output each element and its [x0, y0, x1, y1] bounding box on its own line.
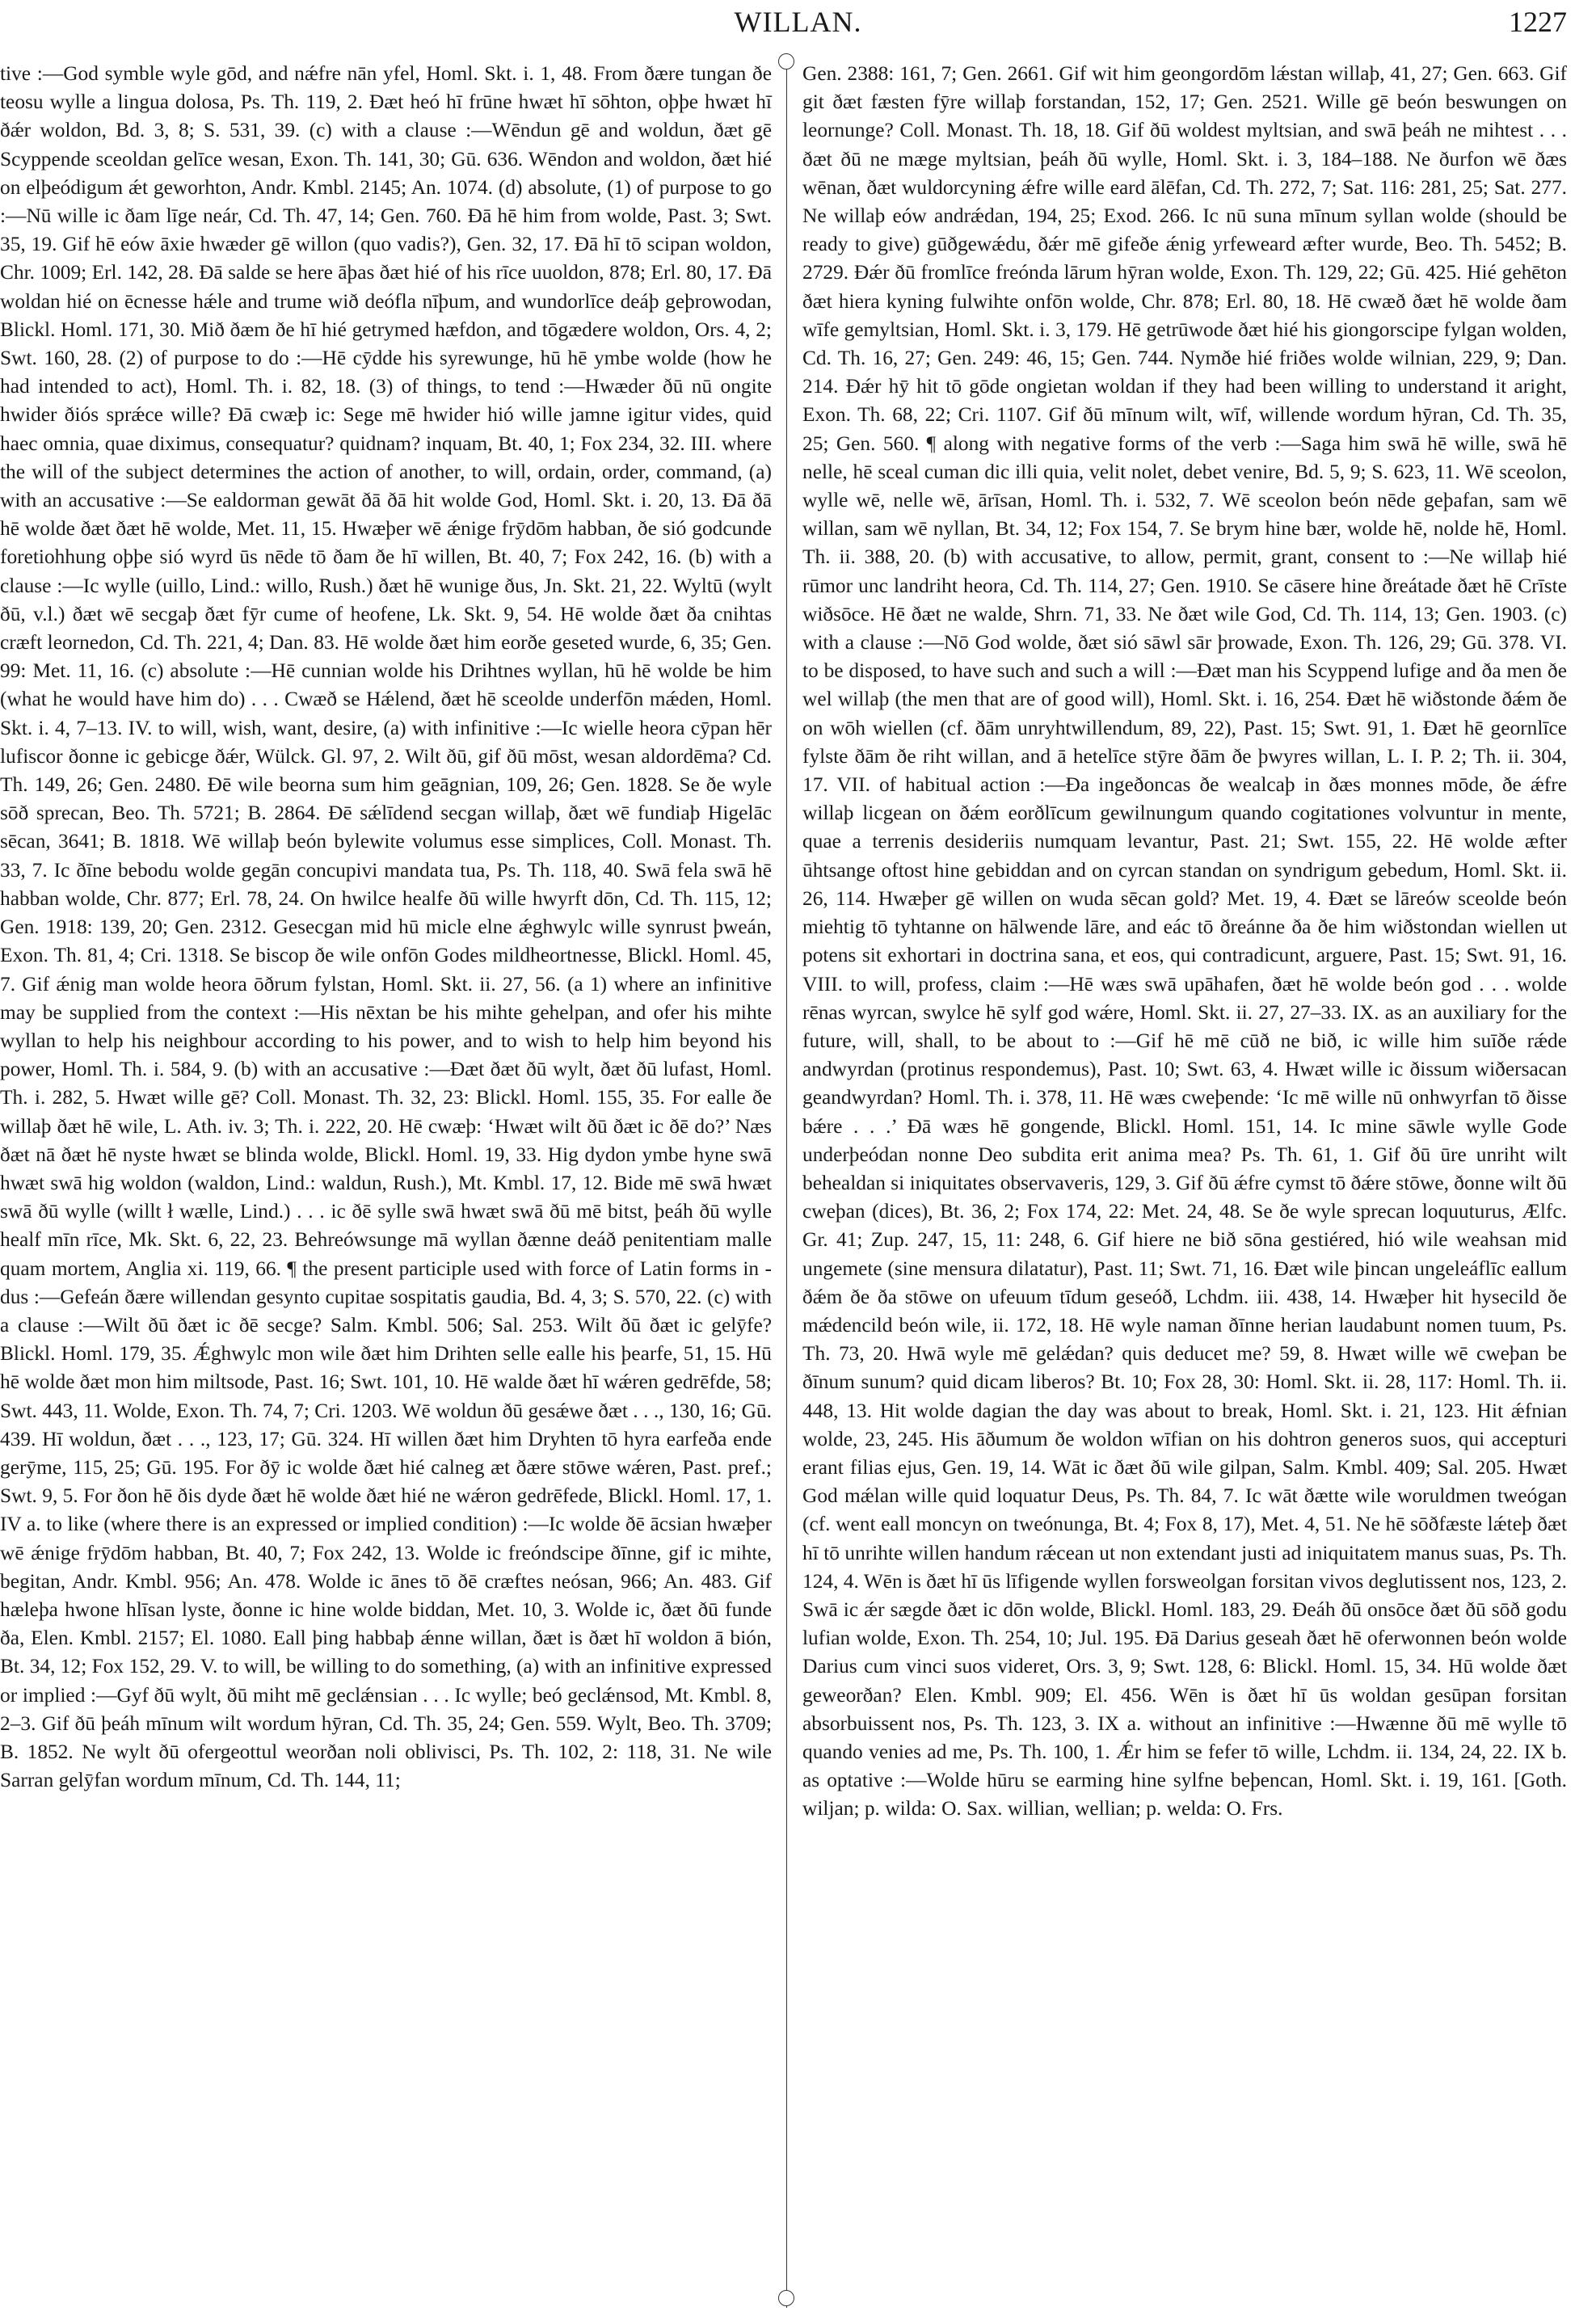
right-column-text: Gen. 2388: 161, 7; Gen. 2661. Gif wit him geongordōm lǽstan willaþ, 41, 27; Gen. 663. Gif git ðæt fæsten fȳre willaþ forstandan, 152, 17; Gen. 2521. Wille gē beón beswungen on leornunge? Coll. Monast. Th. 18, 18. Gif ðū woldest myltsian, and swā þeáh ne mihtest . . . ðæt ðū ne mæge myltsian, þeáh ðū wylle, Homl. Skt. i. 3, 184–188. Ne ðurfon wē ðæs wēnan, ðæt wuldorcyning ǽfre wille eard ālēfan, Cd. Th. 272, 7; Sat. 116: 281, 25; Sat. 277. Ne willaþ eów andrǽdan, 194, 25; Exod. 266. Ic nū suna mīnum syllan wolde (should be ready to give) gūðgewǽdu, ðǽr mē gifeðe ǽnig yrfeweard æfter wurde, Beo. Th. 5452; B. 2729. Ðǽr ðū fromlīce freónda lārum hȳran wolde, Exon. Th. 129, 22; Gū. 425. Hié gehēton ðæt hiera kyning fulwihte onfōn wolde, Chr. 878; Erl. 80, 18. Hē cwæð ðæt hē wolde ðam wīfe gemyltsian, Homl. Skt. i. 3, 179. Hē getrūwode ðæt hié his giongorscipe fylgan wolden, Cd. Th. 16, 27; Gen. 249: 46, 15; Gen. 744. Nymðe hié friðes wolde wilnian, 229, 9; Dan. 214. Ðǽr hȳ hit tō gōde ongietan woldan if they had been willing to understand it aright, Exon. Th. 68, 22; Cri. 1107. Gif ðū mīnum wilt, wīf, willende wordum hȳran, Cd. Th. 35, 25; Gen. 560. ¶ along with negative forms of the verb :—Saga him swā hē wille, swā hē nelle, hē sceal cuman dic illi quia, velit nolet, debet venire, Bd. 5, 9; S. 623, 11. Wē sceolon, wylle wē, nelle wē, ārīsan, Homl. Th. i. 532, 7. Wē sceolon beón nēde geþafan, sam wē willan, sam wē nyllan, Bt. 34, 12; Fox 154, 7. Se brym hine bær, wolde hē, nolde hē, Homl. Th. ii. 388, 20. (b) with accusative, to allow, permit, grant, consent to :—Ne willaþ hié rūmor unc landriht heora, Cd. Th. 114, 27; Gen. 1910. Se cāsere hine ðreátade ðæt hē Crīste wiðsōce. Hē ðæt ne walde, Shrn. 71, 33. Ne ðæt wile God, Cd. Th. 114, 13; Gen. 1903. (c) with a clause :—Nō God wolde, ðæt sió sāwl sār þrowade, Exon. Th. 126, 29; Gū. 378. VI. to be disposed, to have such and such a will :—Ðæt man his Scyppend lufige and ða men ðe wel willaþ (the men that are of good will), Homl. Skt. i. 16, 254. Ðæt hē wiðstonde ðǽm ðe on wōh wiellen (cf. ðām unryhtwillendum, 89, 22), Past. 15; Swt. 91, 1. Ðæt hē geornlīce fylste ðām ðe riht willan, and ā hetelīce stȳre ðām ðe þwyres willan, L. I. P. 2; Th. ii. 304, 17. VII. of habitual action :—Ða ingeðoncas ðe wealcaþ in ðæs monnes mōde, ðe ǽfre willaþ licgean on ðǽm eorðlīcum gewilnungum quando cogitationes volvuntur in mente, quae a terrenis desideriis numquam levantur, Past. 21; Swt. 155, 22. Hē wolde æfter ūhtsange oftost hine gebiddan and on cyrcan standan on syndrigum gebedum, Homl. Skt. ii. 26, 114. Hwæþer gē willen on wuda sēcan gold? Met. 19, 4. Ðæt se lāreów sceolde beón miehtig tō tyhtanne on hālwende lāre, and eác tō ðreánne ða ðe him wiðstondan wiellen ut potens sit exhortari in doctrina sana, et eos, qui contradicunt, arguere, Past. 15; Swt. 91, 16. VIII. to will, profess, claim :—Hē wæs swā upāhafen, ðæt hē wolde beón god . . . wolde rēnas wyrcan, swylce hē sylf god wǽre, Homl. Skt. ii. 27, 27–33. IX. as an auxiliary for the future, will, shall, to be about to :—Gif hē mē cūð ne bið, ic wille him suīðe rǽde andwyrdan (protinus respondemus), Past. 10; Swt. 63, 4. Hwæt wille ic ðissum wiðersacan geandwyrdan? Homl. Th. i. 378, 11. Hē wæs cweþende: ‘Ic mē wille nū onhwyrfan tō ðisse bǽre . . .’ Ðā wæs hē gongende, Blickl. Homl. 151, 14. Ic mine sāwle wylle Gode underþeódan nonne Deo subdita erit anima mea? Ps. Th. 61, 1. Gif ðū ūre unriht wilt behealdan si iniquitates observaveris, 129, 3. Gif ðū ǽfre cymst tō ðǽre stōwe, ðonne wilt ðū cweþan (dices), Bt. 36, 2; Fox 174, 22: Met. 24, 48. Se ðe wyle sprecan loquuturus, Ælfc. Gr. 41; Zup. 247, 15, 11: 248, 6. Gif hiere ne bið sōna gestiéred, hió wile weahsan mid ungemete (sine mensura dilatatur), Past. 11; Swt. 71, 16. Ðæt wile þincan ungeleáflīc eallum ðǽm ðe ða stōwe on ufeuum tīdum geseóð, Lchdm. iii. 438, 14. Hwæþer hit hysecild ðe mǽdencild beón wile, ii. 172, 18. Hē wyle naman ðīnne herian laudabunt nomen tuum, Ps. Th. 73, 20. Hwā wyle mē gelǽdan? quis deducet me? 59, 8. Hwæt wille wē cweþan be ðīnum sunum? quid dicam liberos? Bt. 10; Fox 28, 30: Homl. Skt. ii. 28, 117: Homl. Th. ii. 448, 13. Hit wolde dagian the day was about to break, Homl. Skt. i. 21, 123. Hit ǽfnian wolde, 23, 245. His āðumum ðe woldon wīfian on his dohtron generos suos, qui accepturi erant filias ejus, Gen. 19, 14. Wāt ic ðæt ðū wile gilpan, Salm. Kmbl. 409; Sal. 205. Hwæt God mǽlan wille quid loquatur Deus, Ps. Th. 84, 7. Ic wāt ðætte wile woruldmen tweógan (cf. went eall moncyn on tweónunga, Bt. 4; Fox 8, 17), Met. 4, 51. Ne hē sōðfæste lǽteþ ðæt hī tō unrihte willen handum rǽcean ut non extendant justi ad iniquitatem manus suas, Ps. Th. 124, 4. Wēn is ðæt hī ūs līfigende wyllen forsweolgan forsitan vivos deglutissent nos, 123, 2. Swā ic ǽr sægde ðæt ic dōn wolde, Blickl. Homl. 183, 29. Ðeáh ðū onsōce ðæt ðū sōð godu lufian wolde, Exon. Th. 254, 10; Jul. 195. Ðā Darius geseah ðæt hē oferwonnen beón wolde Darius cum vinci suos videret, Ors. 3, 9; Swt. 128, 6: Blickl. Homl. 15, 34. Hū wolde ðæt geweorðan? Elen. Kmbl. 909; El. 456. Wēn is ðæt hī ūs woldan gesūpan forsitan absorbuissent nos, Ps. Th. 123, 3. IX a. without an infinitive :—Hwænne ðū mē wylle tō quando venies ad me, Ps. Th. 100, 1. Ǽr him se fefer tō wille, Lchdm. ii. 134, 24, 22. IX b. as optative :—Wolde hūru se earming hine sylfne beþencan, Homl. Skt. i. 19, 161. [Goth. wiljan; p. wilda: O. Sax. willian, wellian; p. welda: O. Frs. — [802, 62, 1567, 1821]
running-head: WILLAN. — [734, 6, 862, 38]
divider-top-ornament — [778, 53, 794, 69]
page-header — [0, 0, 1596, 48]
column-divider — [786, 61, 787, 2308]
left-column-text: tive :—God symble wyle gōd, and nǽfre nān yfel, Homl. Skt. i. 1, 48. From ðære tungan ðe teosu wylle a lingua dolosa, Ps. Th. 119, 2. Ðæt heó hī frūne hwæt hī sōhton, oþþe hwæt hī ðǽr woldon, Bd. 3, 8; S. 531, 39. (c) with a clause :—Wēndun gē and woldun, ðæt gē Scyppende sceoldan gelīce wesan, Exon. Th. 141, 30; Gū. 636. Wēndon and woldon, ðæt hié on elþeódigum ǽt geworhton, Andr. Kmbl. 2145; An. 1074. (d) absolute, (1) of purpose to go :—Nū wille ic ðam līge neár, Cd. Th. 47, 14; Gen. 760. Ðā hē him from wolde, Past. 3; Swt. 35, 19. Gif hē eów āxie hwæder gē willon (quo vadis?), Gen. 32, 17. Ðā hī tō scipan woldon, Chr. 1009; Erl. 142, 28. Ðā salde se here āþas ðæt hié of his rīce uuoldon, 878; Erl. 80, 17. Ðā woldan hié on ēcnesse hǽle and trume wið deófla nīþum, and wundorlīce deáþ geþrowodan, Blickl. Homl. 171, 30. Mið ðæm ðe hī hié getrymed hæfdon, and tōgædere woldon, Ors. 4, 2; Swt. 160, 28. (2) of purpose to do :—Hē cȳdde his syrewunge, hū hē ymbe wolde (how he had intended to act), Homl. Th. i. 82, 18. (3) of things, to tend :—Hwæder ðū nū ongite hwider ðiós sprǽce wille? Ðā cwæþ ic: Sege mē hwider hió wille jamne igitur vides, quid haec omnia, quae diximus, consequatur? quidnam? inquam, Bt. 40, 1; Fox 234, 32. III. where the will of the subject determines the action of another, to will, ordain, order, command, (a) with an accusative :—Se ealdorman gewāt ðā ðā hit wolde God, Homl. Skt. i. 20, 13. Ðā ðā hē wolde ðæt ðæt hē wolde, Met. 11, 15. Hwæþer wē ǽnige frȳdōm habban, ðe sió godcunde foretiohhung oþþe sió wyrd ūs nēde tō ðam ðe hī willen, Bt. 40, 7; Fox 242, 16. (b) with a clause :—Ic wylle (uillo, Lind.: willo, Rush.) ðæt hē wunige ðus, Jn. Skt. 21, 22. Wyltū (wylt ðū, v.l.) ðæt wē secgaþ ðæt fȳr cume of heofene, Lk. Skt. 9, 54. Hē wolde ðæt ða cnihtas cræft leornedon, Cd. Th. 221, 4; Dan. 83. Hē wolde ðæt him eorðe geseted wurde, 6, 35; Gen. 99: Met. 11, 16. (c) absolute :—Hē cunnian wolde his Drihtnes wyllan, hū hē wolde be him (what he would have him do) . . . Cwæð se Hǽlend, ðæt hē sceolde underfōn mǽden, Homl. Skt. i. 4, 7–13. IV. to will, wish, want, desire, (a) with infinitive :—Ic wielle heora cȳpan hēr lufiscor ðonne ic gebicge ðǽr, Wülck. Gl. 97, 2. Wilt ðū, gif ðū mōst, wesan aldordēma? Cd. Th. 149, 26; Gen. 2480. Ðē wile beorna sum him geāgnian, 109, 26; Gen. 1828. Se ðe wyle sōð sprecan, Beo. Th. 5721; B. 2864. Ðē sǽlīdend secgan willaþ, ðæt wē fundiaþ Higelāc sēcan, 3641; B. 1818. Wē willaþ beón bylewite volumus esse simplices, Coll. Monast. Th. 33, 7. Ic ðīne bebodu wolde gegān concupivi mandata tua, Ps. Th. 118, 40. Swā fela swā hē habban wolde, Chr. 877; Erl. 78, 24. On hwilce healfe ðū wille hwyrft dōn, Cd. Th. 115, 12; Gen. 1918: 139, 20; Gen. 2312. Gesecgan mid hū micle elne ǽghwylc wille synrust þweán, Exon. Th. 81, 4; Cri. 1318. Se biscop ðe wile onfōn Godes mildheortnesse, Blickl. Homl. 45, 7. Gif ǽnig man wolde heora ōðrum fylstan, Homl. Skt. ii. 27, 56. (a 1) where an infinitive may be supplied from the context :—His nēxtan be his mihte gehelpan, and ofer his mihte wyllan to help his neighbour according to his power, and to wish to help him beyond his power, Homl. Th. i. 584, 9. (b) with an accusative :—Ðæt ðæt ðū wylt, ðæt ðū lufast, Homl. Th. i. 282, 5. Hwæt wille gē? Coll. Monast. Th. 32, 23: Blickl. Homl. 155, 35. For ealle ðe willaþ ðæt hē wile, L. Ath. iv. 3; Th. i. 222, 20. Hē cwæþ: ‘Hwæt wilt ðū ðæt ic ðē do?’ Næs ðæt nā ðæt hē nyste hwæt se blinda wolde, Blickl. Homl. 19, 33. Hig dydon ymbe hyne swā hwæt swā hig woldon (waldon, Lind.: waldun, Rush.), Mt. Kmbl. 17, 12. Bide mē swā hwæt swā ðū wylle (willt ł wælle, Lind.) . . . ic ðē sylle swā hwæt swā ðū mē bitst, þeáh ðū wylle healf mīn rīce, Mk. Skt. 6, 22, 23. Behreówsunge mā wyllan ðænne deáð penitentiam malle quam mortem, Anglia xi. 119, 66. ¶ the present participle used with force of Latin forms in -dus :—Gefeán ðære willendan gesynto cupitae sospitatis gaudia, Bd. 4, 3; S. 570, 22. (c) with a clause :—Wilt ðū ðæt ic ðē secge? Salm. Kmbl. 506; Sal. 253. Wilt ðū ðæt ic gelȳfe? Blickl. Homl. 179, 35. Ǽghwylc mon wile ðæt him Drihten selle ealle his þearfe, 51, 15. Hū hē wolde ðæt mon him miltsode, Past. 16; Swt. 101, 10. Hē walde ðæt hī wǽren gedrēfde, 58; Swt. 443, 11. Wolde, Exon. Th. 74, 7; Cri. 1203. Wē woldun ðū gesǽwe ðæt . . ., 130, 16; Gū. 439. Hī woldun, ðæt . . ., 123, 17; Gū. 324. Hī willen ðæt him Dryhten tō hyra earfeða ende gerȳme, 115, 25; Gū. 195. For ðȳ ic wolde ðæt hié calneg æt ðære stōwe wǽren, Past. pref.; Swt. 9, 5. For ðon hē ðis dyde ðæt hē wolde ðæt hié ne wǽron gedrēfede, Blickl. Homl. 17, 1. IV a. to like (where there is an expressed or implied condition) :—Ic wolde ðē ācsian hwæþer wē ǽnige frȳdōm habban, Bt. 40, 7; Fox 242, 13. Wolde ic freóndscipe ðīnne, gif ic mihte, begitan, Andr. Kmbl. 956; An. 478. Wolde ic ānes tō ðē cræftes neósan, 966; An. 483. Gif hæleþa hwone hlīsan lyste, ðonne ic hine wolde biddan, Met. 10, 3. Wolde ic, ðæt ðū funde ða, Elen. Kmbl. 2157; El. 1080. Eall þing habbaþ ǽnne willan, ðæt is ðæt hī woldon ā bión, Bt. 34, 12; Fox 152, 29. V. to will, be willing to do something, (a) with an infinitive expressed or implied :—Gyf ðū wylt, ðū miht mē geclǽnsian . . . Ic wylle; beó geclǽnsod, Mt. Kmbl. 8, 2–3. Gif ðū þeáh mīnum wilt wordum hȳran, Cd. Th. 35, 24; Gen. 559. Wylt, Beo. Th. 3709; B. 1852. Ne wylt ðū ofergeottul weorðan noli oblivisci, Ps. Th. 102, 2: 118, 31. Ne wile Sarran gelȳfan wordum mīnum, Cd. Th. 144, 11; — [0, 62, 772, 1792]
page-number: 1227 — [1509, 6, 1567, 38]
divider-bottom-ornament — [778, 2290, 794, 2306]
